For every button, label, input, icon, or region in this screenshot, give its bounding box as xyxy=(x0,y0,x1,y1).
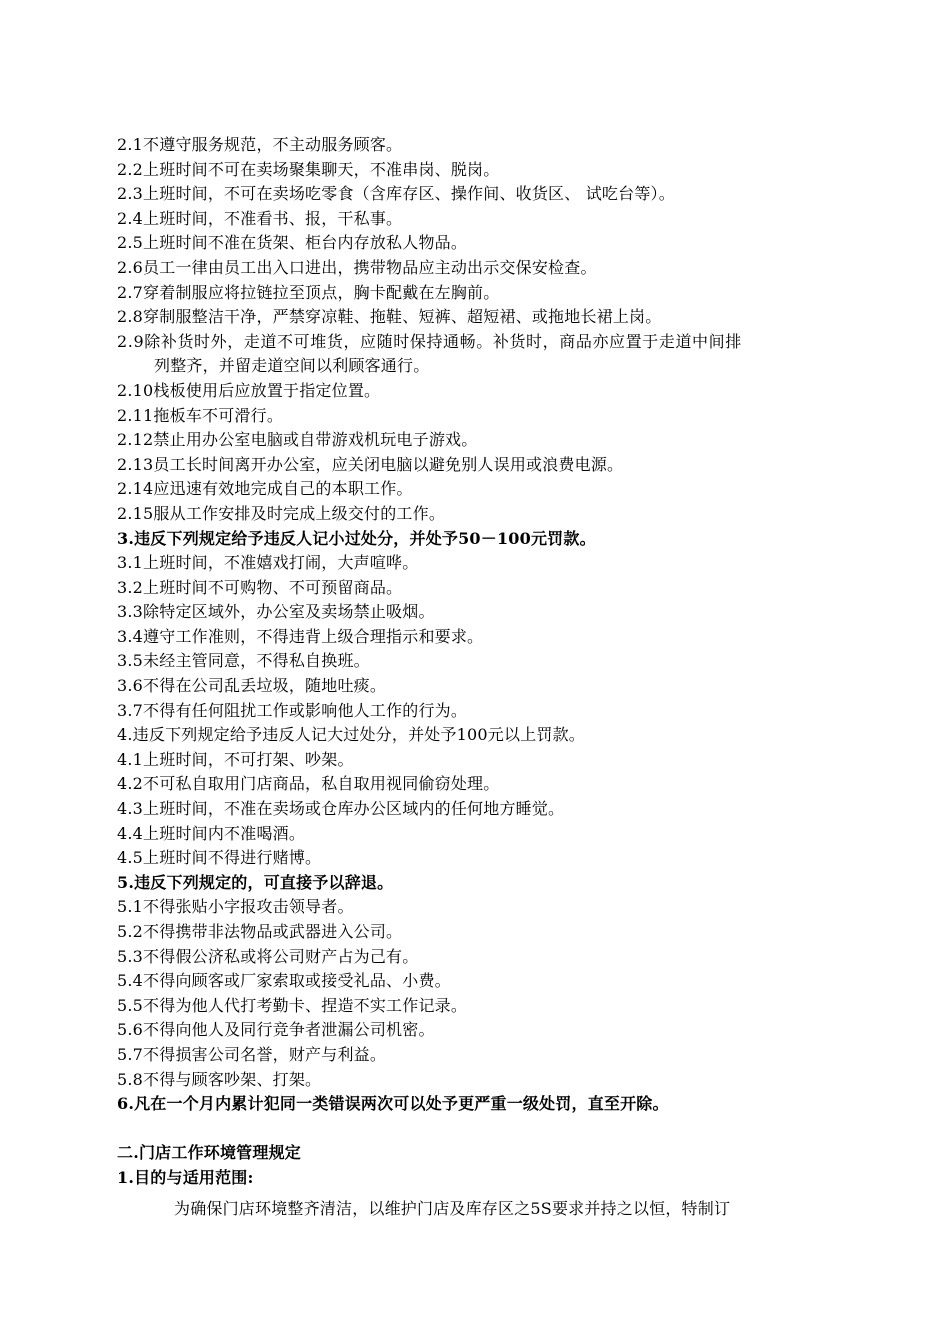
rule-line: 2.11拖板车不可滑行。 xyxy=(117,405,284,425)
rule-line: 3.2上班时间不可购物、不可预留商品。 xyxy=(117,577,403,597)
rule-line: 2.2上班时间不可在卖场聚集聊天，不准串岗、脱岗。 xyxy=(117,159,500,179)
heading-5: 5.违反下列规定的，可直接予以辞退。 xyxy=(117,872,394,892)
rule-line: 3.4遵守工作准则，不得违背上级合理指示和要求。 xyxy=(117,626,484,646)
rule-line: 4.4上班时间内不准喝酒。 xyxy=(117,823,306,843)
rule-line: 2.3上班时间，不可在卖场吃零食（含库存区、操作间、收货区、 试吃台等）。 xyxy=(117,184,675,204)
rule-line-2-9-continuation: 列整齐，并留走道空间以利顾客通行。 xyxy=(154,356,430,376)
rule-line: 3.6不得在公司乱丢垃圾，随地吐痰。 xyxy=(117,676,387,696)
rule-line: 2.5上班时间不准在货架、柜台内存放私人物品。 xyxy=(117,233,468,253)
rule-line: 5.7不得损害公司名誉，财产与利益。 xyxy=(117,1044,387,1064)
rule-line: 2.4上班时间，不准看书、报，干私事。 xyxy=(117,208,403,228)
heading-3: 3.违反下列规定给予违反人记小过处分，并处予50－100元罚款。 xyxy=(117,528,596,548)
rule-line: 2.6员工一律由员工出入口进出，携带物品应主动出示交保安检查。 xyxy=(117,257,597,277)
rule-line: 2.1不遵守服务规范，不主动服务顾客。 xyxy=(117,135,403,154)
rule-line: 5.5不得为他人代打考勤卡、捏造不实工作记录。 xyxy=(117,995,468,1015)
rule-line: 2.14应迅速有效地完成自己的本职工作。 xyxy=(117,479,413,499)
rule-line: 5.8不得与顾客吵架、打架。 xyxy=(117,1069,322,1089)
heading-4: 4.违反下列规定给予违反人记大过处分，并处予100元以上罚款。 xyxy=(117,725,586,745)
rule-line: 3.5未经主管同意，不得私自换班。 xyxy=(117,651,370,671)
rule-line: 5.6不得向他人及同行竞争者泄漏公司机密。 xyxy=(117,1020,435,1040)
rule-line: 3.3除特定区域外，办公室及卖场禁止吸烟。 xyxy=(117,602,435,622)
rule-line: 5.1不得张贴小字报攻击领导者。 xyxy=(117,897,354,917)
rule-line: 5.2不得携带非法物品或武器进入公司。 xyxy=(117,922,403,941)
rule-line: 2.12禁止用办公室电脑或自带游戏机玩电子游戏。 xyxy=(117,430,478,450)
rule-line: 2.7穿着制服应将拉链拉至顶点，胸卡配戴在左胸前。 xyxy=(117,282,500,302)
rule-line: 4.1上班时间，不可打架、吵架。 xyxy=(117,749,354,769)
rule-line: 4.5上班时间不得进行赌博。 xyxy=(117,848,322,868)
heading-6: 6.凡在一个月内累计犯同一类错误两次可以处予更严重一级处罚，直至开除。 xyxy=(117,1094,669,1114)
rule-line: 2.13员工长时间离开办公室，应关闭电脑以避免别人误用或浪费电源。 xyxy=(117,454,624,474)
document-page xyxy=(117,133,839,1221)
rule-line: 2.10栈板使用后应放置于指定位置。 xyxy=(117,380,381,400)
rule-line: 4.2不可私自取用门店商品，私自取用视同偷窃处理。 xyxy=(117,774,500,794)
paragraph: 为确保门店环境整齐清洁，以维护门店及库存区之5S要求并持之以恒，特制订 xyxy=(174,1198,731,1218)
rule-line: 2.15服从工作安排及时完成上级交付的工作。 xyxy=(117,503,446,523)
blank-line xyxy=(117,1117,839,1142)
rule-line: 4.3上班时间，不准在卖场或仓库办公区域内的任何地方睡觉。 xyxy=(117,799,565,819)
rule-line: 3.7不得有任何阻扰工作或影响他人工作的行为。 xyxy=(117,700,468,720)
section-title: 二.门店工作环境管理规定 xyxy=(117,1143,301,1163)
subsection-title: 1.目的与适用范围: xyxy=(117,1167,254,1187)
rule-line: 3.1上班时间，不准嬉戏打闹，大声喧哗。 xyxy=(117,553,419,573)
rule-line: 5.4不得向顾客或厂家索取或接受礼品、小费。 xyxy=(117,971,451,991)
rule-line: 5.3不得假公济私或将公司财产占为己有。 xyxy=(117,946,419,966)
rule-line-2-9: 2.9除补货时外，走道不可堆货，应随时保持通畅。补货时，商品亦应置于走道中间排 xyxy=(117,331,742,351)
rule-line: 2.8穿制服整洁干净，严禁穿凉鞋、拖鞋、短裤、超短裙、或拖地长裙上岗。 xyxy=(117,307,662,327)
